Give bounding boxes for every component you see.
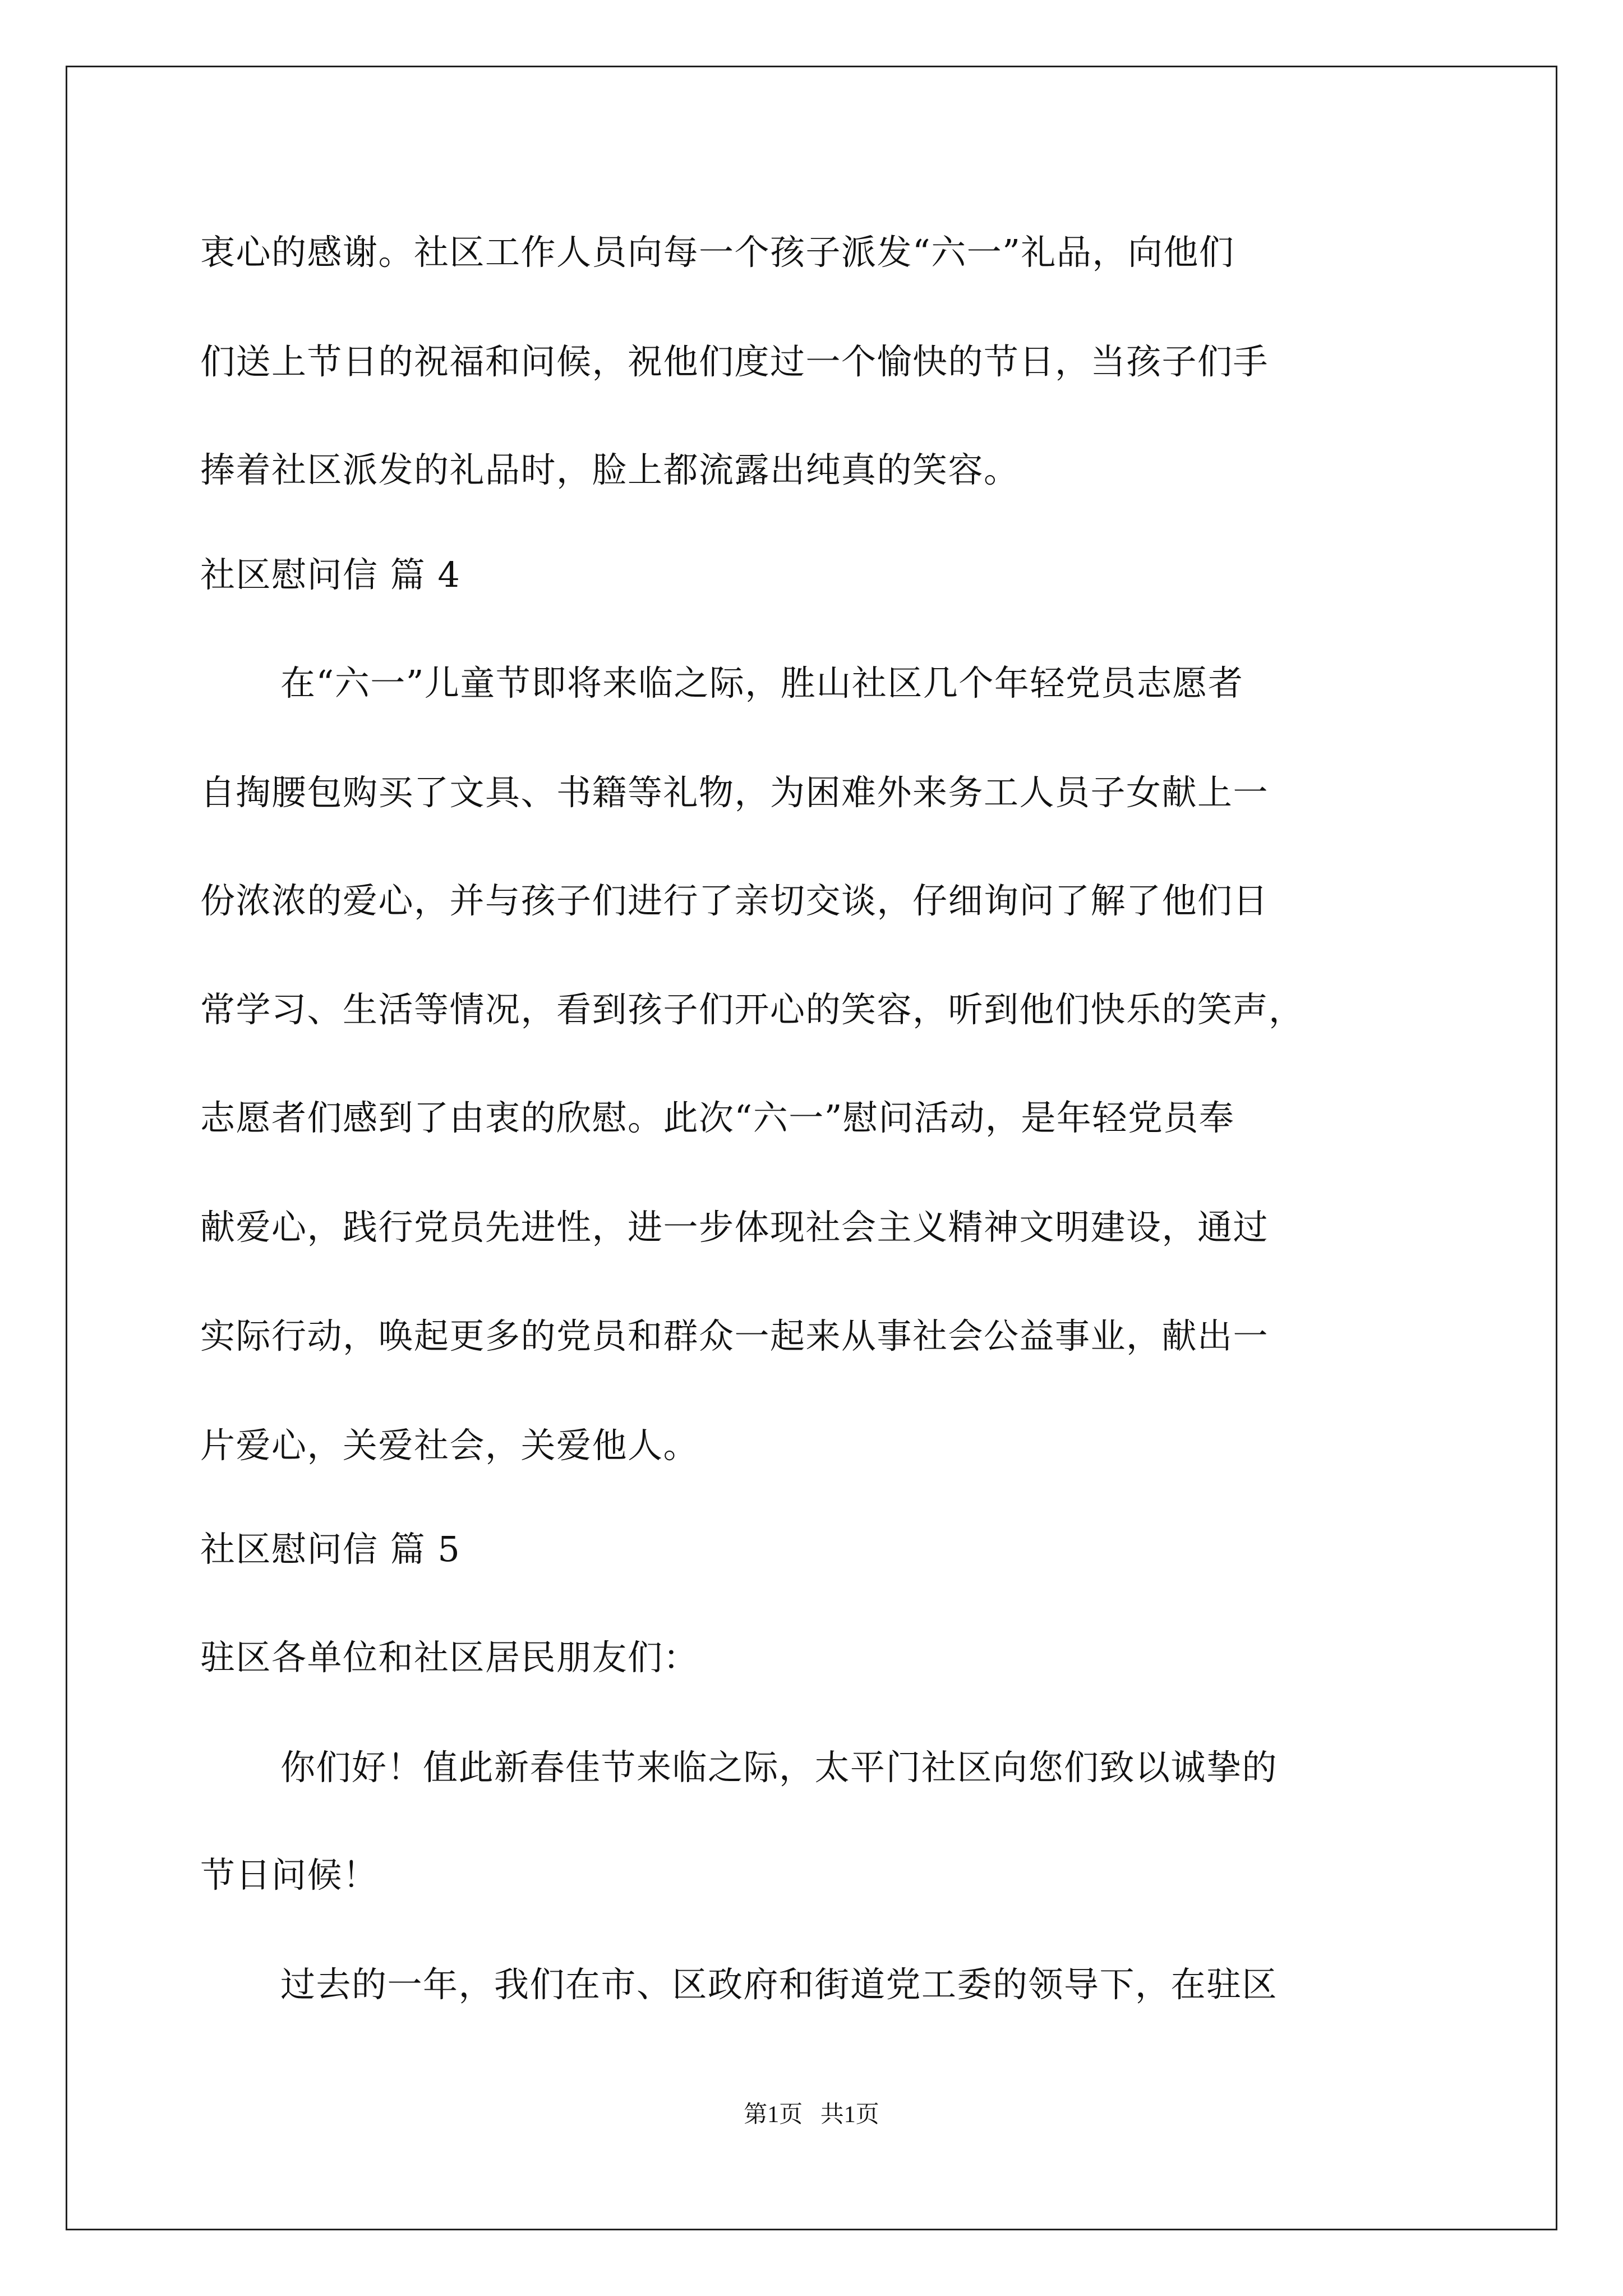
page-number-footer: 第1页 共1页 [744,2102,879,2128]
paragraph-line: 片爱心，关爱社会，关爱他人。 [200,1425,699,1466]
paragraph-line: 常学习、生活等情况，看到孩子们开心的笑容，听到他们快乐的笑声， [200,989,1304,1030]
paragraph-line: 衷心的感谢。社区工作人员向每一个孩子派发“六一”礼品，向他们 [200,232,1235,273]
salutation: 驻区各单位和社区居民朋友们： [200,1637,699,1678]
paragraph-line: 节日问候！ [200,1855,379,1895]
paragraph-line: 自掏腰包购买了文具、书籍等礼物，为困难外来务工人员子女献上一 [200,772,1269,813]
paragraph-line: 志愿者们感到了由衷的欣慰。此次“六一”慰问活动，是年轻党员奉 [200,1097,1235,1138]
paragraph-line: 过去的一年，我们在市、区政府和街道党工委的领导下，在驻区 [280,1964,1278,2005]
paragraph-line: 份浓浓的爱心，并与孩子们进行了亲切交谈，仔细询问了解了他们日 [200,880,1269,921]
paragraph-line: 在“六一”儿童节即将来临之际，胜山社区几个年轻党员志愿者 [280,662,1244,703]
paragraph-line: 献爱心，践行党员先进性，进一步体现社会主义精神文明建设，通过 [200,1207,1269,1248]
section-heading: 社区慰问信 篇 4 [200,554,461,595]
page-border [66,66,1557,2230]
paragraph-line: 实际行动，唤起更多的党员和群众一起来从事社会公益事业，献出一 [200,1315,1269,1356]
paragraph-line: 们送上节日的祝福和问候，祝他们度过一个愉快的节日，当孩子们手 [200,341,1269,382]
section-heading: 社区慰问信 篇 5 [200,1529,461,1570]
paragraph-line: 你们好！值此新春佳节来临之际，太平门社区向您们致以诚挚的 [280,1747,1278,1788]
paragraph-line: 捧着社区派发的礼品时，脸上都流露出纯真的笑容。 [200,449,1020,490]
